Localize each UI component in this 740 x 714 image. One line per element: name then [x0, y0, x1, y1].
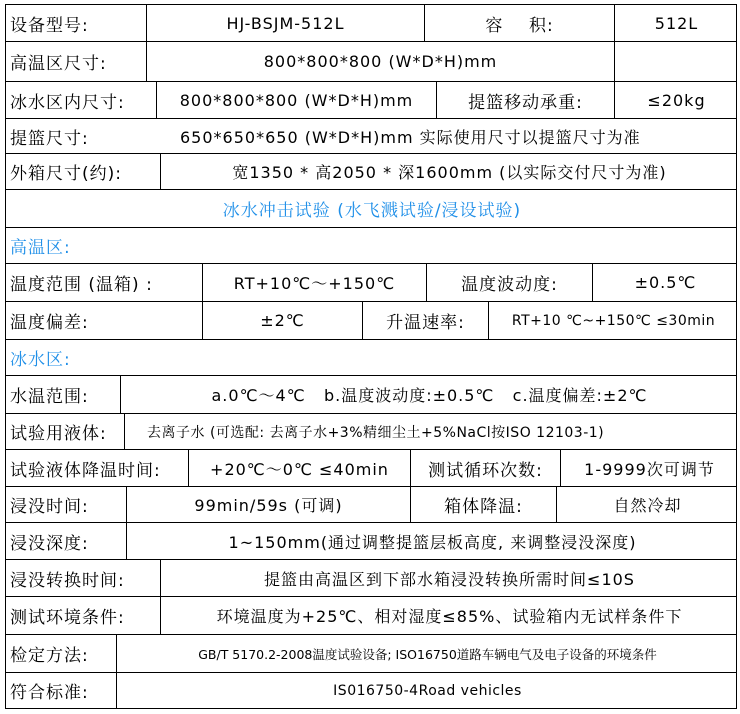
basket-load-value: ≤20kg	[614, 82, 738, 118]
cold-size-value: 800*800*800 (W*D*H)mm	[156, 82, 436, 118]
immersion-depth-value: 1~150mm(通过调整提篮层板高度, 来调整浸没深度)	[126, 523, 738, 559]
volume-label: 容 积:	[424, 5, 614, 41]
basket-load-label: 提篮移动承重:	[436, 82, 614, 118]
basket-size-label: 提篮尺寸:	[10, 128, 89, 149]
cold-size-label: 冰水区内尺寸:	[10, 92, 125, 113]
row-test-title	[5, 190, 737, 228]
test-title: 冰水冲击试验 (水飞溅试验/浸设试验)	[222, 201, 522, 221]
env-label: 测试环境条件:	[10, 608, 125, 628]
liquid-label: 试验用液体:	[10, 424, 107, 444]
row-transfer-time	[5, 560, 737, 597]
transfer-time-value: 提篮由高温区到下部水箱浸没转换所需时间≤10S	[160, 560, 738, 596]
deviation-label: 温度偏差:	[10, 313, 89, 333]
row-immersion-time	[5, 487, 737, 523]
cycles-label: 测试循环次数:	[410, 450, 560, 486]
hot-zone-heading: 高温区:	[10, 238, 71, 258]
heating-rate-label: 升温速率:	[362, 302, 488, 339]
cycles-value: 1-9999次可调节	[560, 450, 738, 486]
basket-size-value: 650*650*650 (W*D*H)mm 实际使用尺寸以提篮尺寸为准	[180, 127, 641, 147]
row-immersion-depth	[5, 523, 737, 560]
row-deviation	[5, 302, 737, 340]
cooldown-label: 试验液体降温时间:	[10, 460, 161, 481]
row-cold-size	[5, 82, 737, 119]
water-temp-value: a.0℃～4℃ b.温度波动度:±0.5℃ c.温度偏差:±2℃	[120, 376, 738, 413]
hot-size-value: 800*800*800 (W*D*H)mm	[146, 42, 614, 81]
fluctuation-value: ±0.5℃	[592, 264, 738, 301]
row-water-temp	[5, 376, 737, 414]
immersion-depth-label: 浸没深度:	[10, 533, 89, 554]
box-cooling-value: 自然冷却	[556, 487, 738, 522]
fluctuation-label: 温度波动度:	[426, 264, 592, 301]
immersion-time-label: 浸没时间:	[10, 497, 89, 517]
temp-range-value: RT+10℃～+150℃	[202, 264, 426, 301]
transfer-time-label: 浸没转换时间:	[10, 570, 125, 591]
water-temp-label: 水温范围:	[10, 387, 89, 407]
box-cooling-label: 箱体降温:	[410, 487, 556, 522]
hot-size-label: 高温区尺寸:	[10, 54, 107, 74]
row-hot-size	[5, 42, 737, 82]
row-env	[5, 597, 737, 635]
cold-zone-heading: 冰水区:	[10, 350, 71, 370]
row-standard	[5, 673, 737, 709]
row-hot-heading	[5, 228, 737, 264]
immersion-time-value: 99min/59s (可调)	[126, 487, 410, 522]
row-outer-size	[5, 154, 737, 190]
row-method	[5, 635, 737, 673]
outer-size-value: 宽1350 * 高2050 * 深1600mm (以实际交付尺寸为准)	[160, 154, 738, 189]
heating-rate-value: RT+10 ℃~+150℃ ≤30min	[488, 302, 738, 339]
row-cold-heading	[5, 340, 737, 376]
row-basket-size	[5, 119, 737, 154]
deviation-value: ±2℃	[202, 302, 362, 339]
cooldown-value: +20℃～0℃ ≤40min	[188, 450, 410, 486]
row-liquid	[5, 414, 737, 450]
row-model	[5, 4, 737, 42]
row-cooldown	[5, 450, 737, 487]
model-value: HJ-BSJM-512L	[146, 5, 424, 41]
standard-value: IS016750-4Road vehicles	[116, 673, 738, 708]
outer-size-label: 外箱尺寸(约):	[10, 164, 122, 184]
method-label: 检定方法:	[10, 646, 89, 666]
row-temp-range	[5, 264, 737, 302]
method-value: GB/T 5170.2-2008温度试验设备; ISO16750道路车辆电气及电子设备的环境条件	[116, 635, 738, 672]
temp-range-label: 温度范围 (温箱) :	[10, 275, 153, 295]
standard-label: 符合标准:	[10, 683, 89, 703]
volume-value: 512L	[614, 5, 738, 41]
env-value: 环境温度为+25℃、相对湿度≤85%、试验箱内无试样条件下	[160, 597, 738, 634]
liquid-value: 去离子水 (可选配: 去离子水+3%精细尘土+5%NaCl按ISO 12103-1)	[124, 414, 738, 449]
empty-cell	[614, 42, 738, 81]
model-label: 设备型号:	[10, 15, 89, 36]
